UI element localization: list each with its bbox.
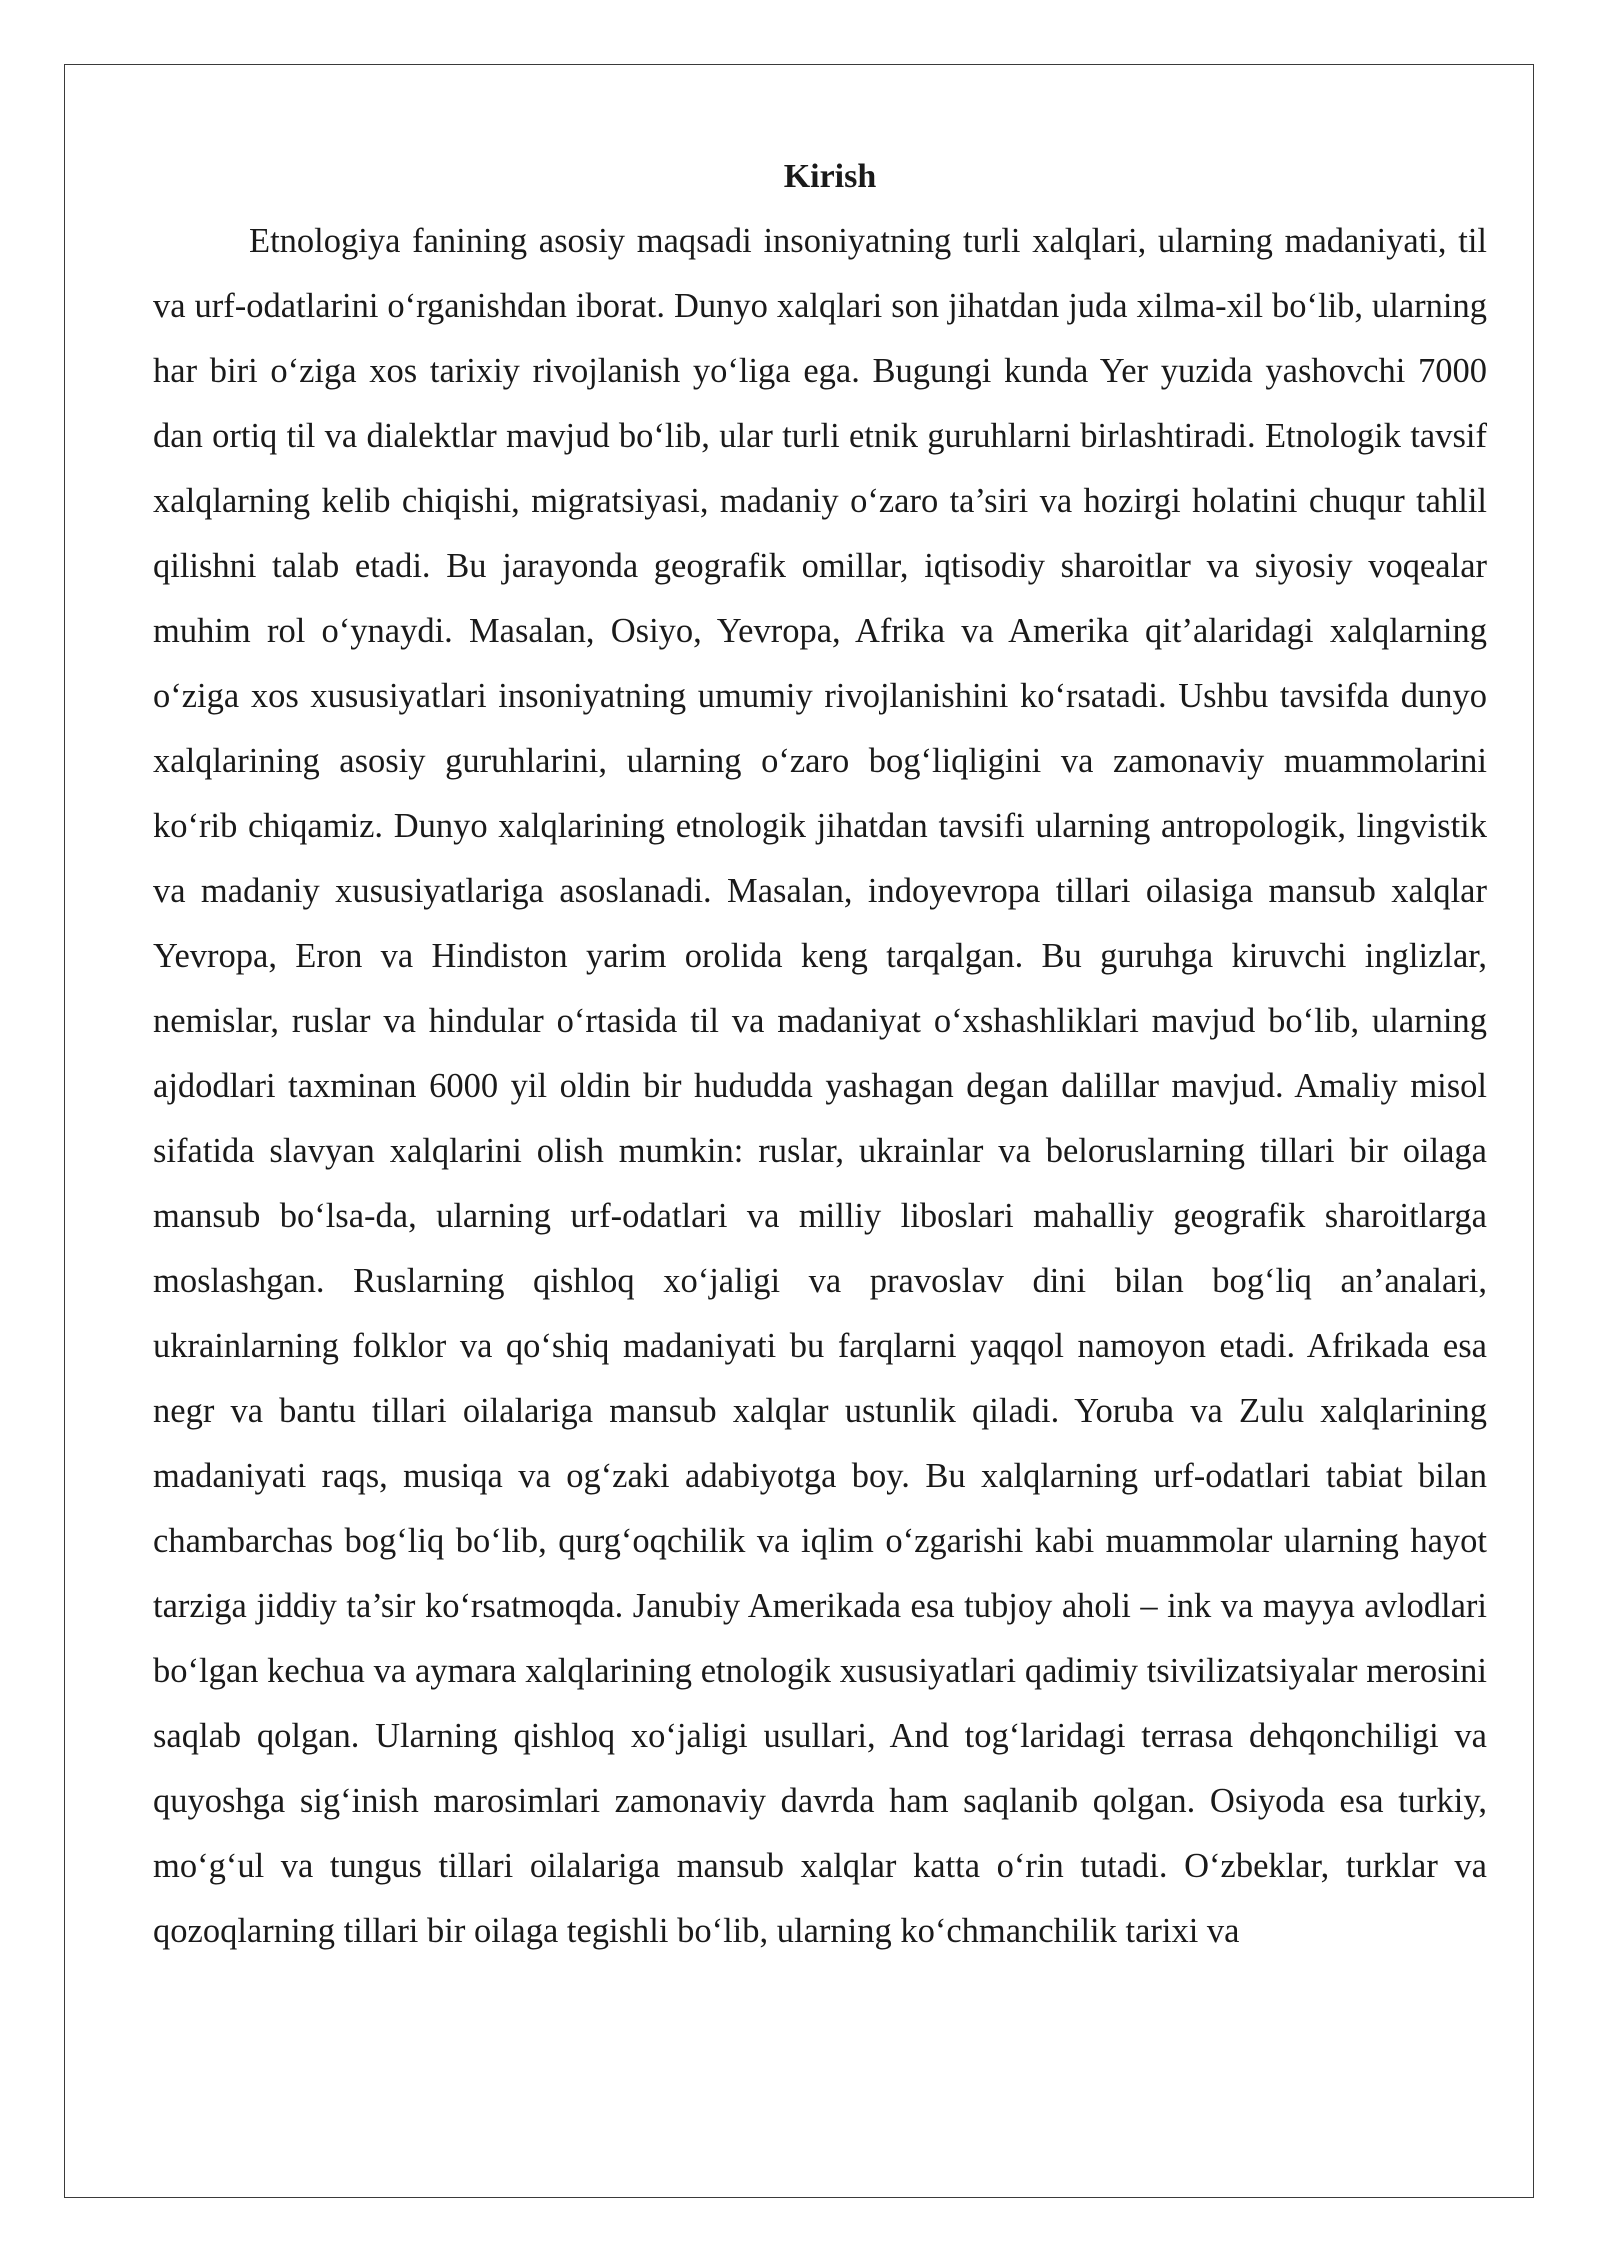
document-content <box>153 144 1487 1964</box>
body-paragraph: Etnologiya fanining asosiy maqsadi insoniyatning turli xalqlari, ularning madaniyati, til va urf-odatlarini o‘rganishdan iborat. Dunyo xalqlari son jihatdan juda xilma-xil bo‘lib, ularning har biri o‘ziga xos tarixiy rivojlanish yo‘liga ega. Bugungi kunda Yer yuzida yashovchi 7000 dan ortiq til va dialektlar mavjud bo‘lib, ular turli etnik guruhlarni birlashtiradi. Etnologik tavsif xalqlarning kelib chiqishi, migratsiyasi, madaniy o‘zaro ta’siri va hozirgi holatini chuqur tahlil qilishni talab etadi. Bu jarayonda geografik omillar, iqtisodiy sharoitlar va siyosiy voqealar muhim rol o‘ynaydi. Masalan, Osiyo, Yevropa, Afrika va Amerika qit’alaridagi xalqlarning o‘ziga xos xususiyatlari insoniyatning umumiy rivojlanishini ko‘rsatadi. Ushbu tavsifda dunyo xalqlarining asosiy guruhlarini, ularning o‘zaro bog‘liqligini va zamonaviy muammolarini ko‘rib chiqamiz. Dunyo xalqlarining etnologik jihatdan tavsifi ularning antropologik, lingvistik va madaniy xususiyatlariga asoslanadi. Masalan, indoyevropa tillari oilasiga mansub xalqlar Yevropa, Eron va Hindiston yarim orolida keng tarqalgan. Bu guruhga kiruvchi inglizlar, nemislar, ruslar va hindular o‘rtasida til va madaniyat o‘xshashliklari mavjud bo‘lib, ularning ajdodlari taxminan 6000 yil oldin bir hududda yashagan degan dalillar mavjud. Amaliy misol sifatida slavyan xalqlarini olish mumkin: ruslar, ukrainlar va beloruslarning tillari bir oilaga mansub bo‘lsa-da, ularning urf-odatlari va milliy liboslari mahalliy geografik sharoitlarga moslashgan. Ruslarning qishloq xo‘jaligi va pravoslav dini bilan bog‘liq an’analari, ukrainlarning folklor va qo‘shiq madaniyati bu farqlarni yaqqol namoyon etadi. Afrikada esa negr va bantu tillari oilalariga mansub xalqlar ustunlik qiladi. Yoruba va Zulu xalqlarining madaniyati raqs, musiqa va og‘zaki adabiyotga boy. Bu xalqlarning urf-odatlari tabiat bilan chambarchas bog‘liq bo‘lib, qurg‘oqchilik va iqlim o‘zgarishi kabi muammolar ularning hayot tarziga jiddiy ta’sir ko‘rsatmoqda. Janubiy Amerikada esa tubjoy aholi – ink va mayya avlodlari bo‘lgan kechua va aymara xalqlarining etnologik xususiyatlari qadimiy tsivilizatsiyalar merosini saqlab qolgan. Ularning qishloq xo‘jaligi usullari, And tog‘laridagi terrasa dehqonchiligi va quyoshga sig‘inish marosimlari zamonaviy davrda ham saqlanib qolgan. Osiyoda esa turkiy, mo‘g‘ul va tungus tillari oilalariga mansub xalqlar katta o‘rin tutadi. O‘zbeklar, turklar va qozoqlarning tillari bir oilaga tegishli bo‘lib, ularning ko‘chmanchilik tarixi va <box>153 222 1487 1950</box>
document-title: Kirish <box>783 158 877 195</box>
